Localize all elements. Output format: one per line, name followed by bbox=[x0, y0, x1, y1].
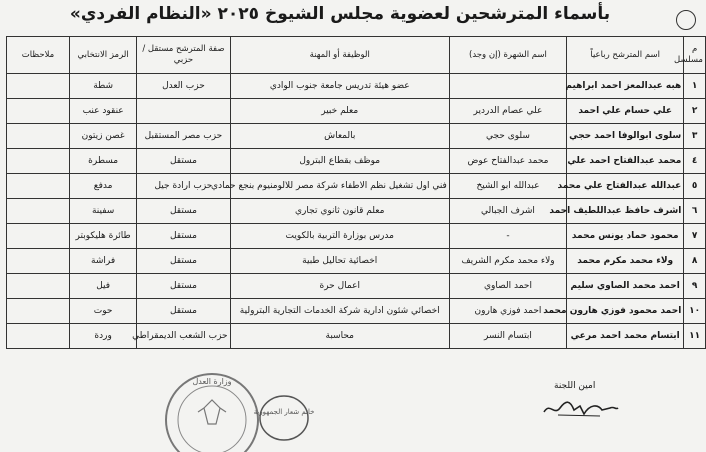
cell-symbol: شطة bbox=[69, 74, 136, 99]
cell-num: ١١ bbox=[684, 324, 706, 349]
cell-status: مستقل bbox=[137, 299, 230, 324]
candidates-table bbox=[6, 36, 706, 349]
cell-num: ٣ bbox=[684, 124, 706, 149]
header-nickname: اسم الشهرة (إن وجد) bbox=[449, 37, 566, 74]
cell-symbol: مسطرة bbox=[69, 149, 136, 174]
cell-status: حزب ارادة جيل bbox=[137, 174, 230, 199]
cell-job: اعمال حرة bbox=[230, 274, 449, 299]
cell-job: فني اول تشغيل نظم الاطفاء شركة مصر للالومنيوم بنجع حمادي bbox=[230, 174, 449, 199]
cell-status bbox=[137, 99, 230, 124]
cell-symbol: وردة bbox=[69, 324, 136, 349]
cell-num: ٢ bbox=[684, 99, 706, 124]
table-row bbox=[7, 224, 706, 249]
stamp-text: خاتم شعار الجمهورية bbox=[253, 408, 315, 416]
cell-nickname: سلوى حجي bbox=[449, 124, 566, 149]
table-row bbox=[7, 149, 706, 174]
cell-symbol: مدفع bbox=[69, 174, 136, 199]
table-row bbox=[7, 324, 706, 349]
cell-status: مستقل bbox=[137, 224, 230, 249]
table-row bbox=[7, 74, 706, 99]
committee-secretary-label: امين اللجنة bbox=[554, 381, 596, 391]
cell-status: حزب مصر المستقبل bbox=[137, 124, 230, 149]
cell-notes bbox=[7, 199, 70, 224]
cell-status: مستقل bbox=[137, 249, 230, 274]
cell-notes bbox=[7, 124, 70, 149]
cell-nickname: اشرف الجبالي bbox=[449, 199, 566, 224]
cell-num: ٥ bbox=[684, 174, 706, 199]
header-name: اسم المترشح رباعياً bbox=[567, 37, 684, 74]
cell-notes bbox=[7, 249, 70, 274]
cell-notes bbox=[7, 174, 70, 199]
cell-num: ٦ bbox=[684, 199, 706, 224]
table-row bbox=[7, 174, 706, 199]
cell-status: حزب العدل bbox=[137, 74, 230, 99]
table-row bbox=[7, 249, 706, 274]
cell-name: هبه عبدالمعز احمد ابراهيم bbox=[567, 74, 684, 99]
cell-name: محمود حماد يونس محمد bbox=[567, 224, 684, 249]
ministry-seal-icon bbox=[160, 368, 264, 452]
cell-name: سلوى ابوالوفا احمد حجي bbox=[567, 124, 684, 149]
cell-num: ٩ bbox=[684, 274, 706, 299]
table-row bbox=[7, 274, 706, 299]
cell-job: محاسبة bbox=[230, 324, 449, 349]
cell-job: معلم قانون ثانوي تجاري bbox=[230, 199, 449, 224]
cell-name: اشرف حافظ عبداللطيف احمد bbox=[567, 199, 684, 224]
cell-symbol: حوت bbox=[69, 299, 136, 324]
corner-circle-mark bbox=[676, 10, 696, 30]
cell-name: احمد محمود فوزي هارون محمد bbox=[567, 299, 684, 324]
cell-name: محمد عبدالفتاح احمد علي bbox=[567, 149, 684, 174]
cell-status: حزب الشعب الديمقراطي bbox=[137, 324, 230, 349]
header-num: م مسلسل bbox=[684, 37, 706, 74]
table-row bbox=[7, 199, 706, 224]
cell-symbol: فراشة bbox=[69, 249, 136, 274]
cell-status: مستقل bbox=[137, 274, 230, 299]
cell-notes bbox=[7, 149, 70, 174]
cell-status: مستقل bbox=[137, 149, 230, 174]
cell-status: مستقل bbox=[137, 199, 230, 224]
cell-num: ٨ bbox=[684, 249, 706, 274]
signature-image bbox=[540, 396, 620, 420]
cell-num: ١ bbox=[684, 74, 706, 99]
cell-job: اخصائي شئون ادارية شركة الخدمات التجارية البترولية bbox=[230, 299, 449, 324]
cell-notes bbox=[7, 74, 70, 99]
cell-job: معلم خبير bbox=[230, 99, 449, 124]
cell-job: موظف بقطاع البترول bbox=[230, 149, 449, 174]
cell-symbol: سفينة bbox=[69, 199, 136, 224]
header-notes: ملاحظات bbox=[7, 37, 70, 74]
cell-notes bbox=[7, 299, 70, 324]
cell-job: عضو هيئة تدريس جامعة جنوب الوادي bbox=[230, 74, 449, 99]
cell-nickname: علي عصام الدردير bbox=[449, 99, 566, 124]
cell-notes bbox=[7, 224, 70, 249]
cell-num: ١٠ bbox=[684, 299, 706, 324]
cell-nickname bbox=[449, 74, 566, 99]
cell-name: علي حسام علي احمد bbox=[567, 99, 684, 124]
cell-job: مدرس بوزارة التربية بالكويت bbox=[230, 224, 449, 249]
cell-job: بالمعاش bbox=[230, 124, 449, 149]
cell-name: احمد محمد الصاوي سليم bbox=[567, 274, 684, 299]
cell-num: ٧ bbox=[684, 224, 706, 249]
cell-symbol: فيل bbox=[69, 274, 136, 299]
cell-nickname: - bbox=[449, 224, 566, 249]
table-row bbox=[7, 124, 706, 149]
cell-nickname: احمد الصاوي bbox=[449, 274, 566, 299]
table-row bbox=[7, 299, 706, 324]
table-row bbox=[7, 99, 706, 124]
cell-name: ابتسام محمد احمد مرعي bbox=[567, 324, 684, 349]
cell-nickname: عبدالله ابو الشيخ bbox=[449, 174, 566, 199]
cell-name: عبدالله عبدالفتاح علي محمد bbox=[567, 174, 684, 199]
cell-job: اخصائية تحاليل طبية bbox=[230, 249, 449, 274]
cell-num: ٤ bbox=[684, 149, 706, 174]
cell-nickname: احمد فوزي هارون bbox=[449, 299, 566, 324]
cell-notes bbox=[7, 274, 70, 299]
table-header-row bbox=[7, 37, 706, 74]
cell-symbol: عنقود عنب bbox=[69, 99, 136, 124]
cell-symbol: غصن زيتون bbox=[69, 124, 136, 149]
republic-stamp-icon bbox=[253, 392, 315, 444]
cell-name: ولاء محمد مكرم محمد bbox=[567, 249, 684, 274]
header-status: صفة المترشح مستقل / حزبي bbox=[137, 37, 230, 74]
cell-nickname: محمد عبدالفتاح عوض bbox=[449, 149, 566, 174]
cell-nickname: ابتسام النسر bbox=[449, 324, 566, 349]
seal-ministry-text: وزارة العدل bbox=[192, 377, 232, 386]
cell-notes bbox=[7, 324, 70, 349]
cell-nickname: ولاء محمد مكرم الشريف bbox=[449, 249, 566, 274]
header-symbol: الرمز الانتخابي bbox=[69, 37, 136, 74]
cell-notes bbox=[7, 99, 70, 124]
cell-symbol: طائرة هليكوبتر bbox=[69, 224, 136, 249]
header-job: الوظيفة أو المهنة bbox=[230, 37, 449, 74]
document-title: بأسماء المترشحين لعضوية مجلس الشيوخ ٢٠٢٥ «النظام الفردي» bbox=[69, 4, 611, 24]
